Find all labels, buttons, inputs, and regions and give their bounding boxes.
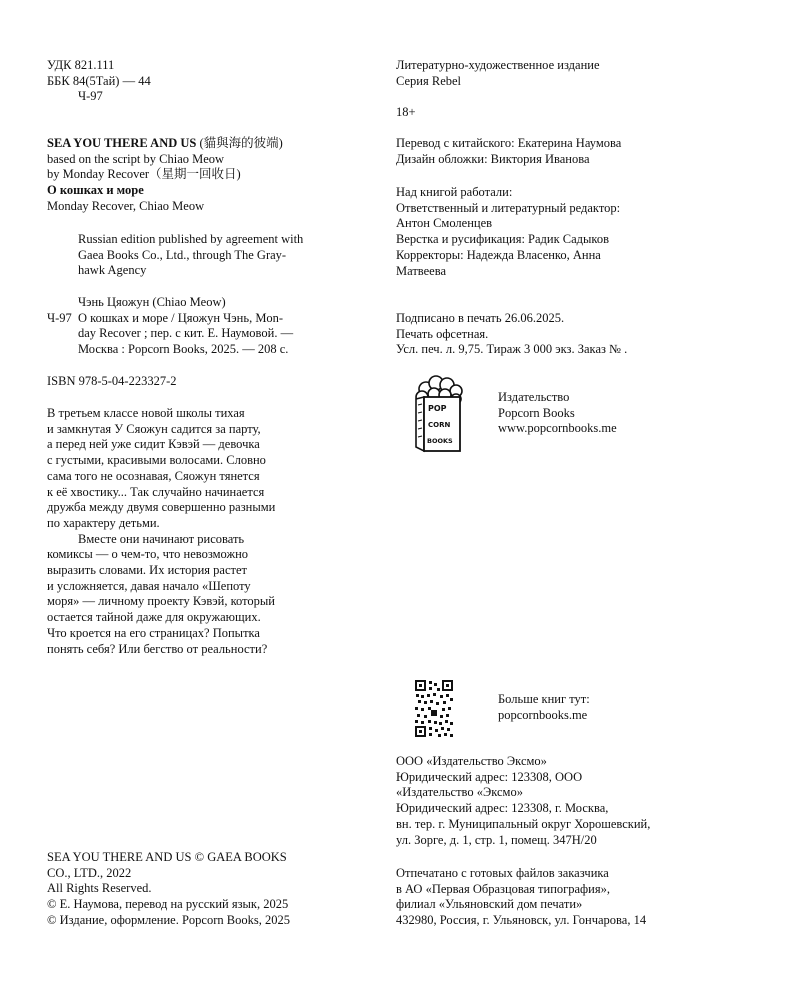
staff-line: Верстка и русификация: Радик Садыков [396,232,610,247]
catalog-record [47,295,377,358]
series-line: Серия Rebel [396,73,462,88]
script-credit: based on the script by Chiao Meow [47,151,225,166]
artist-credit: by Monday Recover（星期一回收日) [47,167,241,182]
publisher-name: Popcorn Books [498,405,575,420]
catalog-mark: Ч-97 [47,310,72,325]
annotation-line: понять себя? Или бегство от реальности? [47,641,268,656]
more-books [498,692,590,723]
staff-line: Антон Смоленцев [396,216,493,231]
legal-line: ООО «Издательство Эксмо» [396,754,547,768]
annotation-line: а перед ней уже сидит Кэвэй — девочка [47,437,260,452]
more-books-label: Больше книг тут: [498,692,590,706]
print-line: Подписано в печать 26.06.2025. [396,311,565,325]
catalog-entry [47,311,377,358]
print-line: Печать офсетная. [396,326,489,341]
annotation-line: выразить словами. Их история растет [47,563,248,578]
printer-line: филиал «Ульяновский дом печати» [396,897,583,912]
annotation-line: остается тайной даже для окружающих. [47,610,261,625]
publisher-label: Издательство [498,390,570,404]
bbk-line: ББК 84(5Тай) — 44 [47,73,151,88]
copyright-block [47,850,377,929]
print-info [396,311,756,358]
agreement-line: Gaea Books Co., Ltd., through The Gray- [78,247,287,262]
udk-line: УДК 821.111 [47,58,115,72]
copyright-line: SEA YOU THERE AND US © GAEA BOOKS [47,850,287,864]
agreement-note [47,232,408,279]
copyright-line: CO., LTD., 2022 [47,865,132,880]
author-mark: Ч-97 [78,89,103,104]
russian-title: О кошках и море [47,183,144,198]
agreement-line: hawk Agency [78,263,147,278]
qr-code-icon [415,680,453,737]
annotation-line: моря» — личному проекту Кэвэй, который [47,594,275,609]
printer-line: в АО «Первая Образцовая типография», [396,881,610,896]
annotation [47,406,377,657]
printer-line: 432980, Россия, г. Ульяновск, ул. Гончарова, 14 [396,913,647,928]
edition-line: Литературно-художественное издание [396,58,600,72]
publisher-info [498,390,617,437]
logo-text-corn: CORN [428,421,451,429]
age-rating: 18+ [396,105,416,119]
copyright-line: © Е. Наумова, перевод на русский язык, 2025 [47,897,289,912]
copyright-line: © Издание, оформление. Popcorn Books, 2025 [47,912,290,927]
annotation-line: к её хвостику... Так случайно начинается [47,484,265,499]
agreement-line: Russian edition published by agreement with [78,232,304,246]
annotation-line: с густыми, красивыми волосами. Словно [47,453,266,468]
annotation-line: и усложняется, давая начало «Шепоту [47,578,251,593]
authors-line: Monday Recover, Chiao Meow [47,198,205,213]
annotation-line: дружба между двумя совершенно разными [47,500,276,515]
catalog-author: Чэнь Цяожун (Chiao Meow) [78,295,226,309]
staff-line: Матвеева [396,263,447,278]
legal-line: Юридический адрес: 123308, г. Москва, [396,801,609,816]
printer-line: Отпечатано с готовых файлов заказчика [396,866,609,880]
credits [396,136,756,167]
staff-credits [396,185,756,279]
cover-design-credit: Дизайн обложки: Виктория Иванова [396,151,590,166]
edition-type [396,58,756,89]
annotation-line: Что кроется на его страницах? Попытка [47,625,260,640]
legal-info [396,754,756,848]
staff-line: Ответственный и литературный редактор: [396,200,621,215]
publisher-url[interactable]: www.popcornbooks.me [498,421,617,436]
legal-line: ул. Зорге, д. 1, стр. 1, помещ. 347Н/20 [396,832,597,847]
isbn: ISBN 978-5-04-223327-2 [47,374,177,388]
legal-line: вн. тер. г. Муниципальный округ Хорошевский, [396,816,651,831]
translator-credit: Перевод с китайского: Екатерина Наумова [396,136,622,150]
catalog-line: day Recover ; пер. с кит. Е. Наумовой. — [78,326,294,341]
title-block [47,136,377,215]
original-title-latin: SEA YOU THERE AND US [47,136,197,150]
udk-bbk [47,58,377,105]
catalog-line: Москва : Popcorn Books, 2025. — 208 с. [78,342,289,357]
logo-text-pop: POP [428,404,447,413]
staff-line: Корректоры: Надежда Власенко, Анна [396,247,601,262]
annotation-line: и замкнутая У Сяожун садится за парту, [47,421,261,436]
print-line: Усл. печ. л. 9,75. Тираж 3 000 экз. Заказ № . [396,342,628,357]
popcorn-books-logo-icon [412,375,468,455]
annotation-line: комиксы — о чем-то, что невозможно [47,547,249,562]
staff-line: Над книгой работали: [396,185,513,199]
catalog-line: О кошках и море / Цяожун Чэнь, Mon- [78,310,284,325]
original-title-chinese: (貓與海的彼端) [196,136,283,150]
annotation-line: Вместе они начинают рисовать [78,531,245,546]
annotation-line: по характеру детьми. [47,515,160,530]
logo-text-books: BOOKS [427,437,453,445]
legal-line: Юридический адрес: 123308, ООО [396,769,583,784]
annotation-line: В третьем классе новой школы тихая [47,406,245,420]
copyright-line: All Rights Reserved. [47,881,152,896]
original-title [47,136,377,152]
legal-line: «Издательство «Эксмо» [396,785,523,800]
printer-info [396,866,756,929]
more-books-url[interactable]: popcornbooks.me [498,707,588,722]
annotation-line: сама того не осознавая, Сяожун тянется [47,468,260,483]
